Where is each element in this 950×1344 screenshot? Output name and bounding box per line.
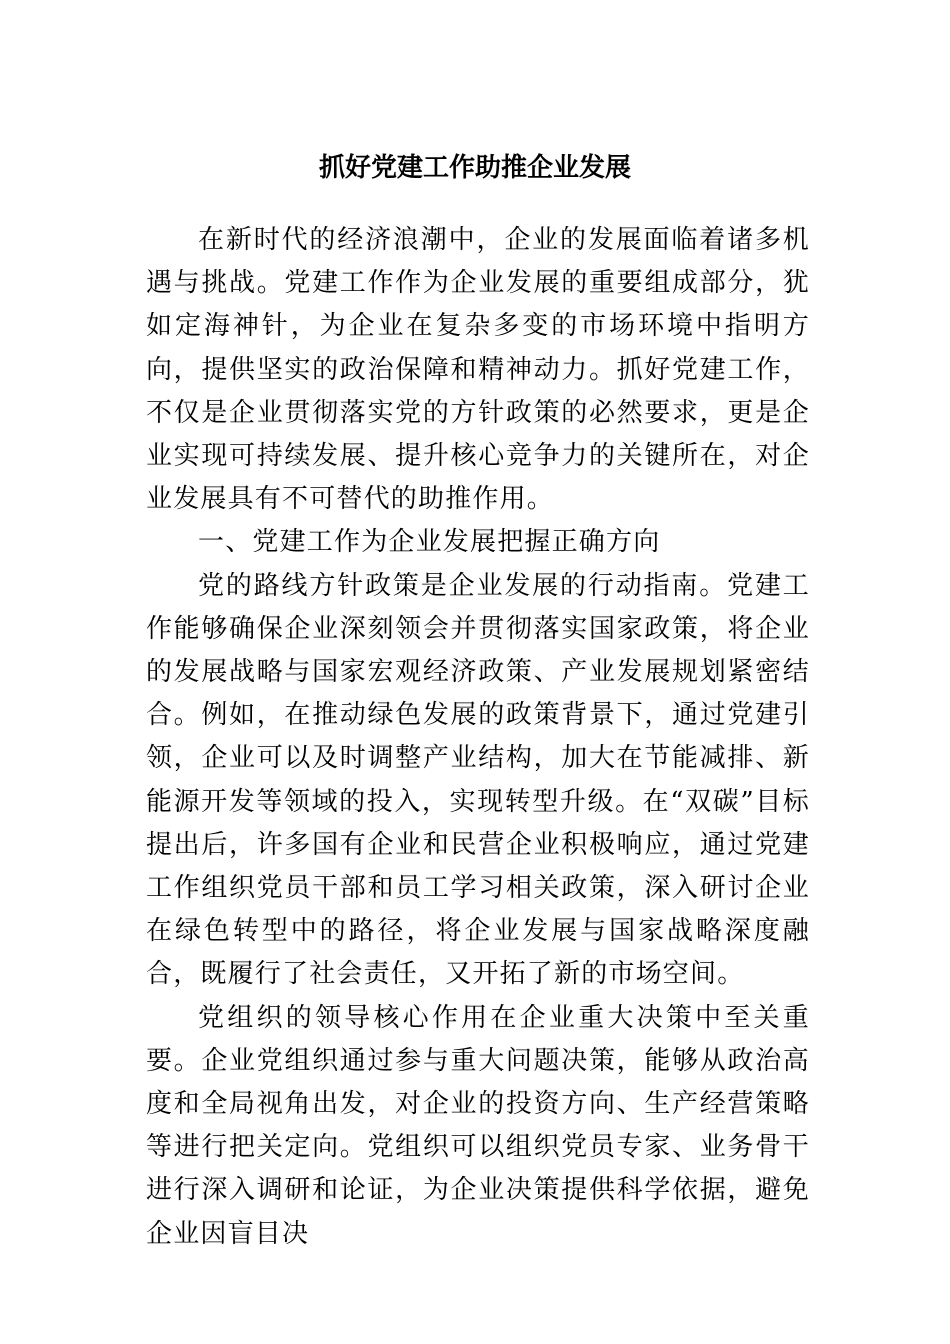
section-heading-1: 一、党建工作为企业发展把握正确方向 bbox=[198, 527, 661, 558]
paragraph-policy-guidance: 党的路线方针政策是企业发展的行动指南。党建工作能够确保企业深刻领会并贯彻落实国家政策，将企业的发展战略与国家宏观经济政策、产业发展规划紧密结合。例如，在推动绿色发展的政策背景下，通过党建引领，企业可以及时调整产业结构，加大在节能减排、新能源开发等领域的投入，实现转型升级。在“双碳”目标提出后，许多国有企业和民营企业积极响应，通过党建工作组织党员干部和员工学习相关政策，深入研讨企业在绿色转型中的路径，将企业发展与国家战略深度融合，既履行了社会责任，又开拓了新的市场空间。 bbox=[146, 570, 810, 990]
paragraph-intro: 在新时代的经济浪潮中，企业的发展面临着诸多机遇与挑战。党建工作作为企业发展的重要组成部分，犹如定海神针，为企业在复杂多变的市场环境中指明方向，提供坚实的政治保障和精神动力。抓好党建工作，不仅是企业贯彻落实党的方针政策的必然要求，更是企业实现可持续发展、提升核心竞争力的关键所在，对企业发展具有不可替代的助推作用。 bbox=[146, 225, 810, 515]
paragraph-decision-making: 党组织的领导核心作用在企业重大决策中至关重要。企业党组织通过参与重大问题决策，能够从政治高度和全局视角出发，对企业的投资方向、生产经营策略等进行把关定向。党组织可以组织党员专家、业务骨干进行深入调研和论证，为企业决策提供科学依据，避免企业因盲目决 bbox=[146, 1002, 810, 1249]
document-title: 抓好党建工作助推企业发展 bbox=[318, 153, 631, 183]
document-body bbox=[146, 219, 810, 1256]
